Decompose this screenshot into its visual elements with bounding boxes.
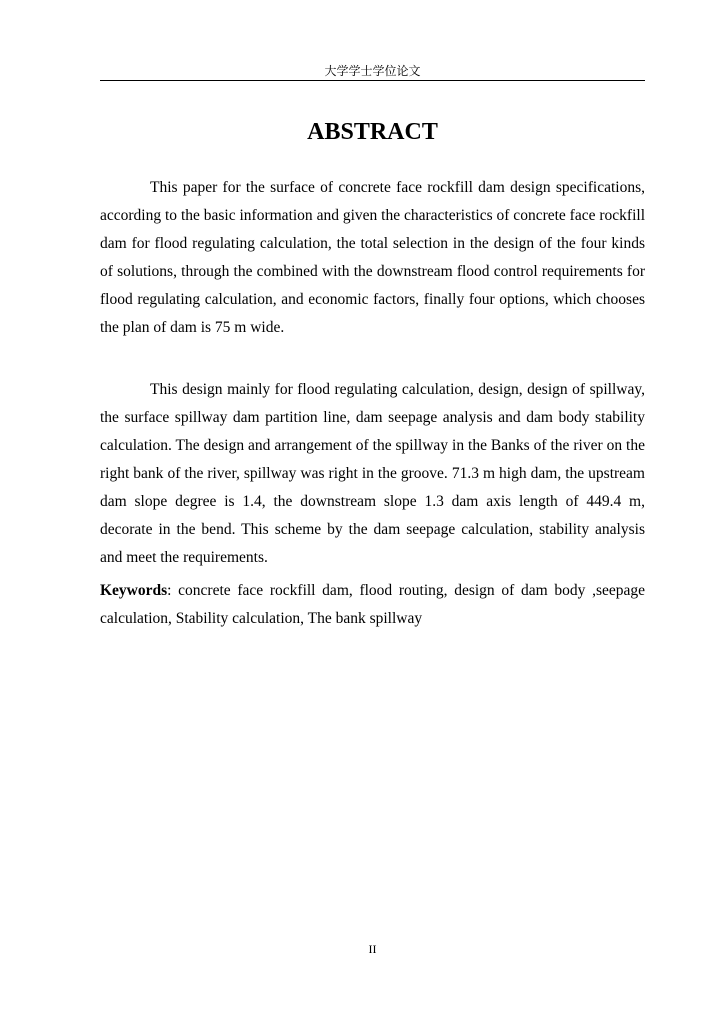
page-header: 大学学士学位论文	[324, 64, 421, 78]
keywords-label: Keywords	[100, 582, 168, 599]
keywords-line	[100, 577, 645, 633]
keywords-text: : concrete face rockfill dam, flood routing, design of dam body ,seepage calculation, Stability calculation, The bank spillway	[100, 582, 645, 627]
page-number: II	[368, 942, 377, 956]
abstract-paragraph-2: This design mainly for flood regulating calculation, design, design of spillway, the surface spillway dam partition line, dam seepage analysis and dam body stability calculation. The design and arrangement of the spillway in the Banks of the river on the right bank of the river, spillway was right in the groove. 71.3 m high dam, the upstream dam slope degree is 1.4, the downstream slope 1.3 dam axis length of 449.4 m, decorate in the bend. This scheme by the dam seepage calculation, stability analysis and meet the requirements.	[100, 381, 645, 566]
abstract-title: ABSTRACT	[307, 119, 438, 145]
header-divider	[100, 80, 645, 81]
abstract-paragraph-1: This paper for the surface of concrete face rockfill dam design specifications, according to the basic information and given the characteristics of concrete face rockfill dam for flood regulating calculation, the total selection in the design of the four kinds of solutions, through the combined with the downstream flood control requirements for flood regulating calculation, and economic factors, finally four options, which chooses the plan of dam is 75 m wide.	[100, 179, 645, 336]
